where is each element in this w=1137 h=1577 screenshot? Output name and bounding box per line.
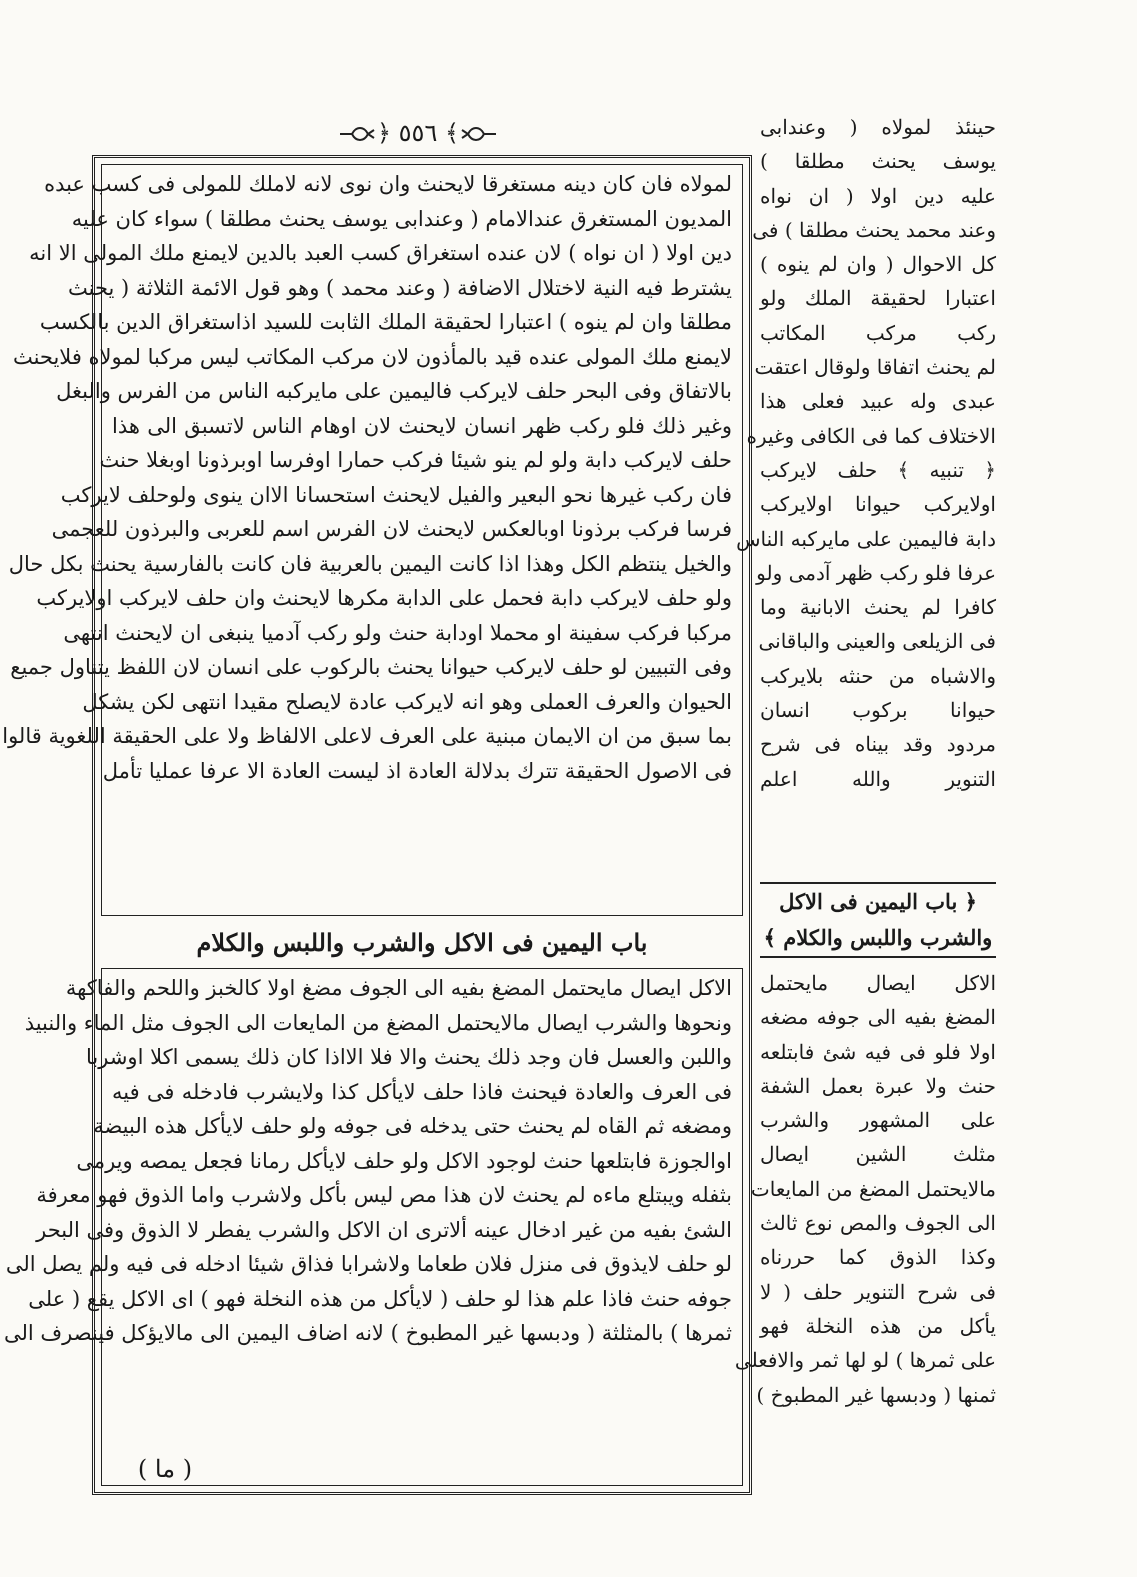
margin-line: مثلث الشين ايصال <box>760 1142 996 1167</box>
margin-line: كافرا لم يحنث الابانية وما <box>760 595 996 620</box>
margin-line: ﴿ تنبيه ﴾ حلف لايركب <box>760 457 996 482</box>
margin-line: حينئذ لمولاه ( وعندابى <box>760 115 996 139</box>
text-line: واللبن والعسل فان وجد ذلك يحنث والا فلا الااذا كان ذلك يسمى اكلا اوشربا <box>86 1045 732 1069</box>
margin-line: كل الاحوال ( وان لم ينوه ) <box>760 252 996 277</box>
margin-line: فى الزيلعى والعينى والباقانى <box>758 629 996 654</box>
text-line: والخيل ينتظم الكل وهذا اذا كانت اليمين بالعربية فان كانت بالفارسية يحنث بكل حال <box>8 551 732 576</box>
margin-line: اولا فلو فى فيه شئ فابتلعه <box>760 1039 996 1064</box>
text-line: لو حلف لايذوق فى منزل فلان طعاما ولاشرابا فذاق شيئا ادخله فى فيه ولم يصل الى <box>5 1252 732 1276</box>
text-line: مركبا فركب سفينة او محملا اودابة حنث ولو ركب آدميا ينبغى ان لايحنث انتهى <box>63 620 732 645</box>
margin-line: التنوير والله اعلم <box>760 766 996 791</box>
text-line: وفى التبيين لو حلف لايركب حيوانا يحنث بالركوب على انسان لان اللفظ يتناول جميع <box>10 655 732 679</box>
text-line: بالاتفاق وفى البحر حلف لايركب فاليمين على مايركبه الناس من الفرس والبغل <box>56 379 732 403</box>
margin-line: يوسف يحنث مطلقا ) <box>760 149 996 174</box>
margin-line: مالايحتمل المضغ من المايعات <box>750 1176 996 1201</box>
text-line: فى الاصول الحقيقة تترك بدلالة العادة اذ ليست العادة الا عرفا عمليا تأمل <box>102 758 732 783</box>
margin-line: يأكل من هذه النخلة فهو <box>760 1313 996 1338</box>
text-line: وغير ذلك فلو ركب ظهر انسان لايحنث لان اوهام الناس لاتسبق الى هذا <box>112 413 732 438</box>
text-line: ومضغه ثم القاه لم يحنث حتى يدخله فى جوفه ولو حلف لايأكل هذه البيضة <box>93 1114 732 1138</box>
margin-line: اولايركب حيوانا اولايركب <box>760 492 996 517</box>
main-text-bottom <box>3 968 743 1486</box>
text-line: لايمنع ملك المولى عنده قيد بالمأذون لان مركب المكاتب ليس مركبا لمولاه فلايحنث <box>12 344 732 369</box>
text-line: اوالجوزة فابتلعها حنث لوجود الاكل ولو حلف لايأكل رمانا فجعل يمصه ويرمى <box>76 1148 732 1173</box>
text-line: ونحوها والشرب ايصال مالايحتمل المضغ من المايعات الى الجوف مثل الماء والنبيذ <box>24 1010 732 1035</box>
text-line: الشئ بفيه من غير ادخال عينه ألاترى ان الاكل والشرب يفطر لا الذوق وفى البحر <box>36 1217 732 1242</box>
margin-line: مردود وقد بيناه فى شرح <box>760 732 996 757</box>
margin-line: وكذا الذوق كما حررناه <box>760 1245 996 1270</box>
margin-line: على المشهور والشرب <box>760 1108 996 1133</box>
text-line: المديون المستغرق عندالامام ( وعندابى يوسف يحنث مطلقا ) سواء كان عليه <box>71 206 732 231</box>
page-number: ﴾ ٥٥٦ ﴿ <box>376 119 460 147</box>
text-line: يشترط فيه النية لاختلال الاضافة ( وعند محمد ) وهو قول الائمة الثلاثة ( يحنث <box>67 275 732 300</box>
margin-line: الاكل ايصال مايحتمل <box>760 971 996 995</box>
margin-line: دابة فاليمين على مايركبه الناس <box>736 526 996 551</box>
margin-line: ثمنها ( ودبسها غير المطبوخ ) <box>756 1382 996 1407</box>
text-line: فان ركب غيرها نحو البعير والفيل لايحنث استحسانا الاان ينوى ولوحلف لايركب <box>60 482 732 507</box>
margin-text-top <box>736 110 996 796</box>
margin-line: على ثمرها ) لو لها ثمر والافعلى <box>734 1348 996 1373</box>
margin-heading: ﴿ باب اليمين فى الاكل والشرب واللبس والكلام ﴾ <box>760 882 996 958</box>
text-line: فى العرف والعادة فيحنث فاذا حلف لايأكل كذا ولايشرب فادخله فى فيه <box>112 1079 732 1104</box>
margin-line: الاختلاف كما فى الكافى وغيره <box>746 423 996 448</box>
margin-line: عبدى وله عبيد فعلى هذا <box>760 389 996 414</box>
margin-line: الى الجوف والمص نوع ثالث <box>760 1211 996 1236</box>
text-line: الحيوان والعرف العملى وهو انه لايركب عادة لايصلح مقيدا انتهى لكن يشكل <box>82 689 732 714</box>
text-line: ثمرها ) بالمثلثة ( ودبسها غير المطبوخ ) لانه اضاف اليمين الى مالايؤكل فينصرف الى <box>3 1321 732 1345</box>
signature-mark: ( ما ) <box>137 1455 193 1483</box>
text-line: مطلقا وان لم ينوه ) اعتبارا لحقيقة الملك الثابت للسيد اذاستغراق الدين بالكسب <box>39 310 732 334</box>
text-line: حلف لايركب دابة ولو لم ينو شيئا فركب حمارا اوفرسا اوبرذونا اوبغلا حنث <box>99 448 732 472</box>
text-line: بما سبق من ان الايمان مبنية على العرف لاعلى الالفاظ ولا على الحقيقة اللغوية قالوا <box>2 724 732 748</box>
margin-line: والاشباه من حنثه بلايركب <box>760 663 996 688</box>
margin-line: حيوانا بركوب انسان <box>760 698 996 723</box>
margin-line: اعتبارا لحقيقة الملك ولو <box>760 286 996 311</box>
margin-line: المضغ بفيه الى جوفه مضغه <box>760 1005 996 1030</box>
text-line: الاكل ايصال مايحتمل المضغ بفيه الى الجوف مضغ اولا كالخبز واللحم والفاكهة <box>65 976 732 1000</box>
margin-text-bottom <box>734 966 996 1412</box>
text-line: ولو حلف لايركب دابة فحمل على الدابة مكرها لايحنث وان حلف لايركب اولايركب <box>36 586 732 610</box>
margin-line: وعند محمد يحنث مطلقا ) فى <box>752 217 996 242</box>
right-ornament-icon <box>460 124 498 144</box>
text-line: جوفه حنث فاذا علم هذا لو حلف ( لايأكل من هذه النخلة فهو ) اى الاكل يقع ( على <box>28 1286 732 1311</box>
text-line: بثفله ويبتلع ماءه لم يحنث لان هذا مص ليس بأكل ولاشرب واما الذوق فهو معرفة <box>36 1183 732 1207</box>
text-line: دين اولا ( ان نواه ) لان عنده استغراق كسب العبد بالدين لايمنع ملك المولى الا انه <box>29 241 732 265</box>
margin-commentary <box>734 110 996 1510</box>
margin-line: عرفا فلو ركب ظهر آدمى ولو <box>756 560 996 585</box>
section-heading: باب اليمين فى الاكل والشرب واللبس والكلام <box>196 928 648 957</box>
margin-line: حنث ولا عبرة بعمل الشفة <box>760 1073 996 1098</box>
margin-line: عليه دين اولا ( ان نواه <box>760 183 996 208</box>
text-line: فرسا فركب برذونا اوبالعكس لايحنث لان الفرس اسم للعربى والبرذون للعجمى <box>51 517 732 541</box>
margin-line: ركب مركب المكاتب <box>760 320 996 345</box>
margin-line: لم يحنث اتفاقا ولوقال اعتقت <box>754 355 996 380</box>
main-text-frame <box>2 155 752 1495</box>
text-line: لمولاه فان كان دينه مستغرقا لايحنث وان نوى لانه لاملك للمولى فى كسب عبده <box>44 172 732 196</box>
margin-line: فى شرح التنوير حلف ( لا <box>760 1279 996 1304</box>
main-text-top <box>2 164 743 916</box>
